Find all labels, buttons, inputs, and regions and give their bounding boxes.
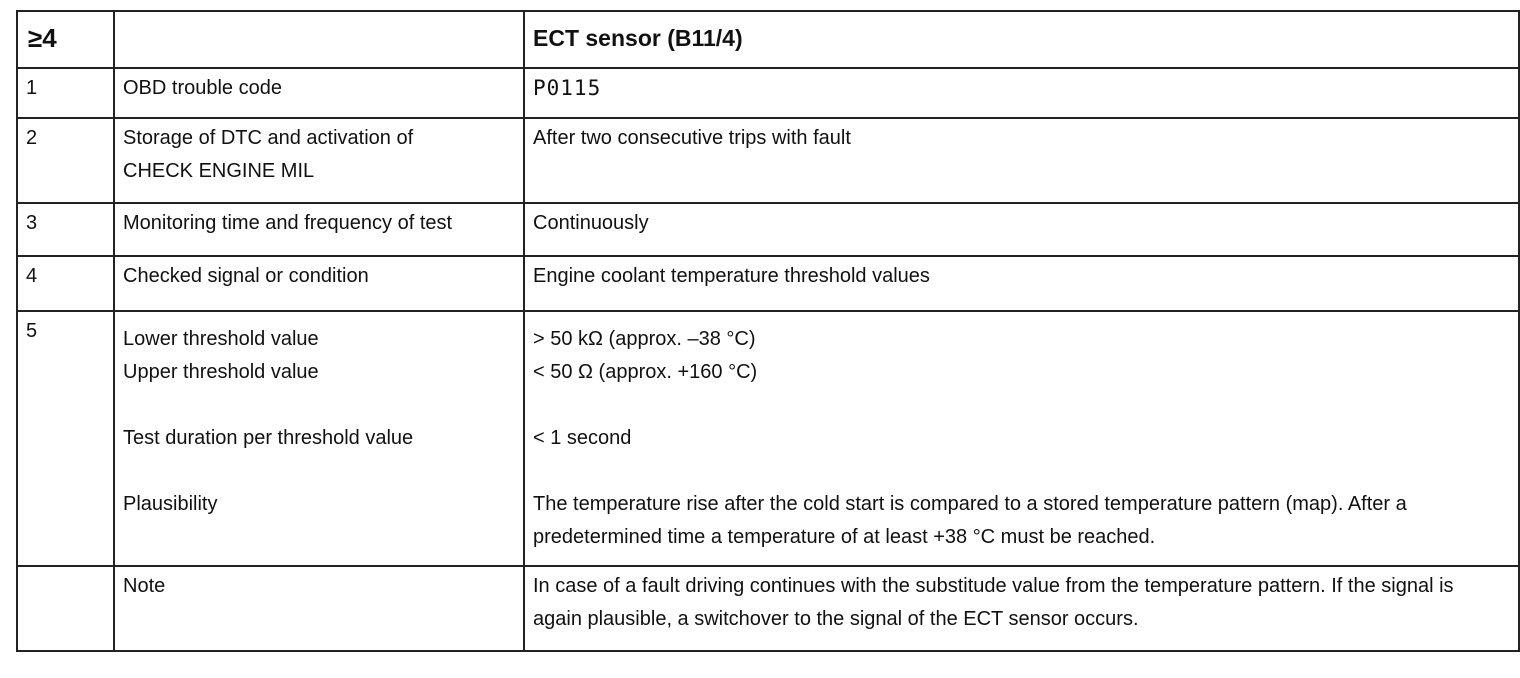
table-header-row xyxy=(17,11,1519,68)
row-number: 2 xyxy=(17,118,114,203)
row-value xyxy=(524,566,1519,651)
row-number: 1 xyxy=(17,68,114,118)
table-row xyxy=(17,566,1519,651)
row-value: After two consecutive trips with fault xyxy=(524,118,1519,203)
row-label: Note xyxy=(114,566,524,651)
upper-threshold-value: < 50 Ω (approx. +160 °C) xyxy=(533,361,758,383)
diagnostic-table-sheet xyxy=(16,10,1520,652)
row-number: 4 xyxy=(17,256,114,311)
row-label xyxy=(114,118,524,203)
header-title: ECT sensor (B11/4) xyxy=(524,11,1519,68)
plausibility-value-line: The temperature rise after the cold start is compared to a stored temperature pattern (map). After a xyxy=(533,493,1407,515)
row-label-line: CHECK ENGINE MIL xyxy=(123,160,315,182)
row-number xyxy=(17,566,114,651)
row-label: Checked signal or condition xyxy=(114,256,524,311)
test-duration-value: < 1 second xyxy=(533,427,632,449)
row-label-line: Storage of DTC and activation of xyxy=(123,127,414,149)
plausibility-value-line: predetermined time a temperature of at least +38 °C must be reached. xyxy=(533,526,1156,548)
note-value-line: In case of a fault driving continues with the substitude value from the temperature pattern. If the signal is xyxy=(533,575,1454,597)
note-value-line: again plausible, a switchover to the signal of the ECT sensor occurs. xyxy=(533,608,1139,630)
lower-threshold-value: > 50 kΩ (approx. –38 °C) xyxy=(533,328,756,350)
header-empty-cell xyxy=(114,11,524,68)
diagnostic-table xyxy=(16,10,1520,652)
plausibility-label: Plausibility xyxy=(123,493,218,515)
table-row xyxy=(17,118,1519,203)
test-duration-label: Test duration per threshold value xyxy=(123,427,414,449)
upper-threshold-label: Upper threshold value xyxy=(123,361,319,383)
row-value: P0115 xyxy=(524,68,1519,118)
row-label: OBD trouble code xyxy=(114,68,524,118)
row-value: Engine coolant temperature threshold values xyxy=(524,256,1519,311)
row-value: Continuously xyxy=(524,203,1519,256)
lower-threshold-label: Lower threshold value xyxy=(123,328,319,350)
row-value xyxy=(524,311,1519,566)
table-row xyxy=(17,311,1519,566)
table-row xyxy=(17,68,1519,118)
row-label xyxy=(114,311,524,566)
table-row xyxy=(17,203,1519,256)
header-number: ≥4 xyxy=(17,11,114,68)
row-number: 3 xyxy=(17,203,114,256)
table-row xyxy=(17,256,1519,311)
row-number: 5 xyxy=(17,311,114,566)
row-label: Monitoring time and frequency of test xyxy=(114,203,524,256)
